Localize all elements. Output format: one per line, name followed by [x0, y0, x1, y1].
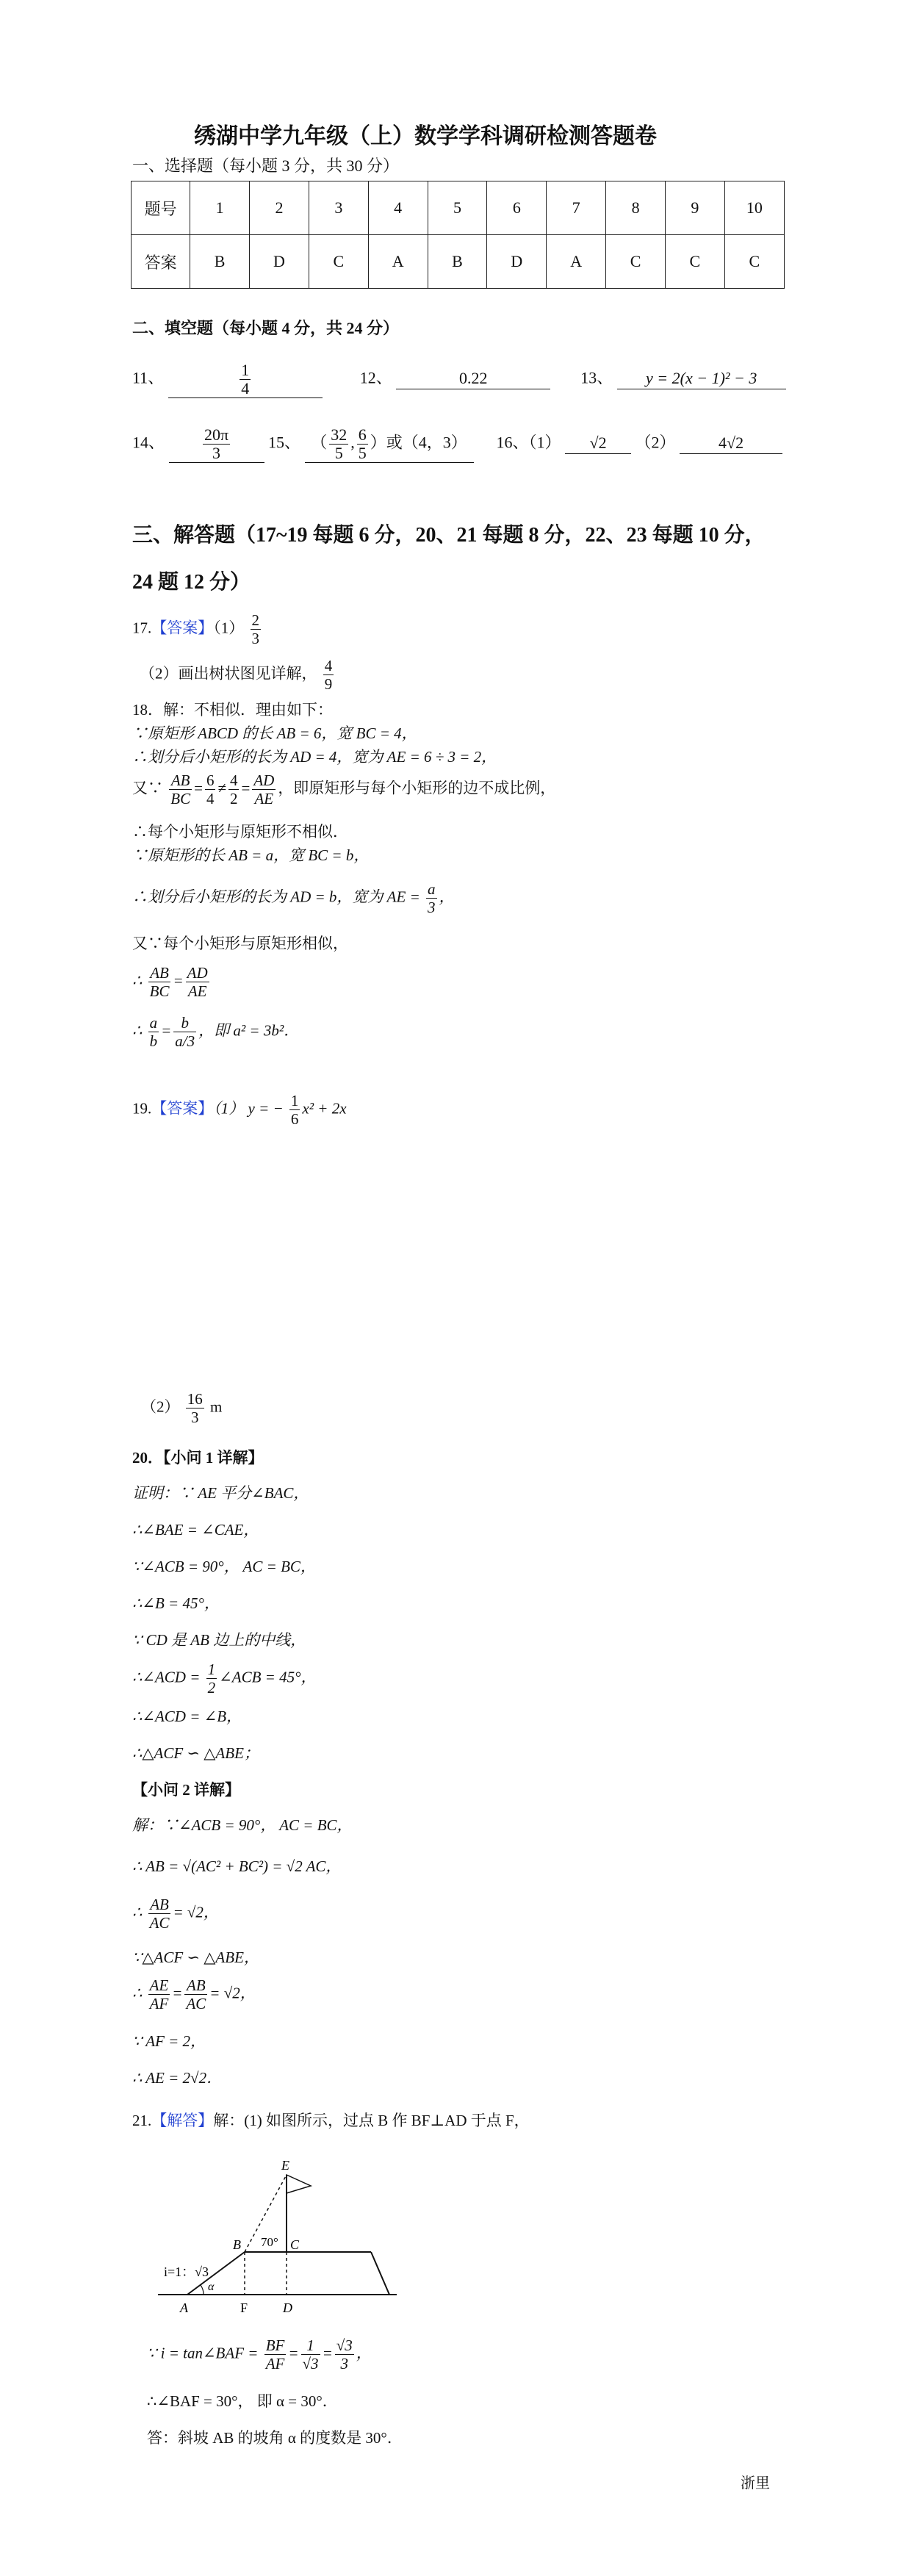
q21-line: 答：斜坡 AB 的坡角 α 的度数是 30°．	[147, 2429, 403, 2447]
table-cell: 3	[309, 181, 368, 235]
q20-line: ∴∠BAE = ∠CAE，	[132, 1521, 259, 1539]
table-cell: D	[487, 235, 547, 289]
fraction: $\frac{BF}{AF}$	[265, 2336, 285, 2372]
fraction: $\frac{6}{4}$	[206, 771, 215, 807]
point-a-label: A	[180, 2300, 188, 2315]
fraction: $\frac{AB}{AC}$	[186, 1976, 206, 2012]
q20-line: ∴△ACF ∽ △ABE；	[132, 1744, 259, 1762]
q19-answer: 19.【答案】（1） y = − $\frac{1}{6}$ x² + 2x	[132, 1092, 347, 1128]
q20-line: ∵ CD 是 AB 边上的中线，	[132, 1631, 306, 1649]
q18-line: ∵原矩形的长 AB = a，宽 BC = b，	[132, 846, 370, 864]
q17-part2: （2）画出树状图见详解， $\frac{4}{9}$	[140, 657, 333, 693]
q18-line: ∴划分后小矩形的长为 AD = b，宽为 AE = $\frac{a}{3}$ ，	[132, 880, 455, 916]
answer-tag: 【答案】	[151, 619, 214, 637]
q18-line: ∴划分后小矩形的长为 AD = 4，宽为 AE = 6 ÷ 3 = 2，	[132, 748, 497, 766]
fraction: $\frac{a}{3}$	[428, 880, 436, 916]
table-cell: B	[428, 235, 487, 289]
fraction: $\frac{6}{5}$	[358, 425, 367, 462]
q17-answer: 17.【答案】（1） $\frac{2}{3}$	[132, 611, 259, 647]
q16-part2-label: （2）	[635, 433, 676, 452]
q18-line: 又∵每个小矩形与原矩形相似，	[132, 935, 348, 952]
table-row	[132, 181, 785, 235]
table-cell: C	[606, 235, 666, 289]
table-row-label: 题号	[132, 181, 190, 235]
table-cell: 7	[547, 181, 606, 235]
point-c-label: C	[290, 2237, 300, 2252]
slope-diagram-svg	[151, 2142, 415, 2325]
fill-line-1	[132, 361, 786, 398]
fraction: $\frac{1}{6}$	[290, 1092, 299, 1128]
q20-line: 证明：∵ AE 平分∠BAC，	[132, 1484, 309, 1502]
fraction: $\frac{2}{3}$	[251, 611, 259, 647]
table-cell: C	[665, 235, 724, 289]
fraction: $\frac{AD}{AE}$	[187, 964, 208, 1000]
q20-line: ∵ AF = 2，	[132, 2032, 206, 2050]
table-cell: 9	[665, 181, 724, 235]
q20-line: ∴ $\frac{AE}{AF}$ = $\frac{AB}{AC}$ = √2，	[132, 1976, 256, 2012]
fraction: $\frac{4}{2}$	[229, 771, 238, 807]
q18-ratio-line: 又∵ $\frac{AB}{BC}$ = $\frac{6}{4}$ ≠ $\frac{4}{2}$ = $\frac{AD}{AE}$ ，即原矩形与每个小矩形的边不成比例，	[132, 771, 556, 807]
point-b-label: B	[233, 2237, 241, 2252]
q11-label: 11、	[132, 368, 165, 387]
section3-heading-line1: 三、解答题（17~19 每题 6 分，20、21 每题 8 分，22、23 每题 10 分，	[132, 524, 766, 547]
q18-line: ∴每个小矩形与原矩形不相似．	[132, 823, 348, 841]
flag-shape	[287, 2175, 311, 2193]
q20-line: 【小问 2 详解】	[132, 1781, 240, 1799]
fraction: $\frac{1}{2}$	[207, 1661, 216, 1697]
q18-line: ∴ $\frac{a}{b}$ = $\frac{b}{a/3}$ ，即 a² = 3b²．	[132, 1014, 300, 1050]
section3-heading-line2: 24 题 12 分）	[132, 571, 251, 594]
table-cell: 5	[428, 181, 487, 235]
table-cell: D	[250, 235, 309, 289]
q20-line: ∴ AB = √(AC² + BC²) = √2 AC，	[132, 1857, 342, 1875]
table-cell: C	[724, 235, 784, 289]
q15-label: 15、	[268, 433, 301, 452]
q21-line: 21.【解答】解：(1) 如图所示，过点 B 作 BF⊥AD 于点 F，	[132, 2112, 530, 2129]
fraction: $\frac{4}{9}$	[324, 657, 333, 693]
fraction: $\frac{√3}{3}$	[336, 2336, 353, 2372]
q20-line: ∴∠B = 45°，	[132, 1594, 220, 1612]
point-e-label: E	[281, 2158, 289, 2173]
q12-label: 12、	[359, 368, 392, 387]
q11-answer	[168, 361, 323, 398]
q20-line: ∵∠ACB = 90°， AC = BC，	[132, 1558, 316, 1575]
right-slope	[371, 2252, 389, 2295]
q13-label: 13、	[580, 368, 613, 387]
q20-line: ∴∠ACD = ∠B，	[132, 1708, 242, 1725]
fraction: $\frac{AE}{AF}$	[149, 1976, 169, 2012]
table-cell: 6	[487, 181, 547, 235]
q18-line: 18．解：不相似．理由如下：	[132, 701, 333, 719]
point-d-label: D	[283, 2300, 292, 2315]
fraction: $\frac{a}{b}$	[149, 1014, 158, 1050]
slope-diagram	[151, 2142, 415, 2325]
q13-answer: y = 2(x − 1)² − 3	[617, 368, 786, 389]
fraction: $\frac{AB}{BC}$	[170, 771, 191, 807]
angle-label: 70°	[261, 2235, 278, 2249]
table-cell: 2	[250, 181, 309, 235]
q16-answer-1: √2	[565, 433, 631, 454]
slope-ratio-label: i=1：√3	[164, 2264, 209, 2279]
table-cell: A	[547, 235, 606, 289]
table-row	[132, 235, 785, 289]
table-cell: C	[309, 235, 368, 289]
alpha-arc	[201, 2285, 204, 2295]
table-cell: 4	[368, 181, 428, 235]
fill-line-2	[132, 426, 782, 463]
table-cell: B	[190, 235, 250, 289]
section1-heading: 一、选择题（每小题 3 分，共 30 分）	[132, 156, 400, 175]
table-cell: 10	[724, 181, 784, 235]
fraction: $\frac{1}{√3}$	[302, 2336, 319, 2372]
table-cell: 8	[606, 181, 666, 235]
section2-heading: 二、填空题（每小题 4 分，共 24 分）	[132, 319, 400, 337]
fraction: $\frac{32}{5}$	[331, 425, 348, 462]
q21-line: ∵ i = tan∠BAF = $\frac{BF}{AF}$ = $\frac{1}{√3}$ = $\frac{√3}{3}$ ，	[147, 2336, 372, 2372]
table-cell: A	[368, 235, 428, 289]
q18-line: ∵原矩形 ABCD 的长 AB = 6，宽 BC = 4，	[132, 724, 417, 742]
q20-line: ∵△ACF ∽ △ABE，	[132, 1949, 259, 1966]
q12-answer: 0.22	[396, 368, 550, 389]
q20-line: ∴∠ACD = $\frac{1}{2}$ ∠ACB = 45°，	[132, 1661, 317, 1697]
q18-line: ∴ $\frac{AB}{BC}$ = $\frac{AD}{AE}$	[132, 964, 208, 1000]
q20-line: 20．【小问 1 详解】	[132, 1449, 264, 1467]
q16-label: 16、（1）	[496, 433, 561, 452]
q20-line: ∴ $\frac{AB}{AC}$ = √2，	[132, 1896, 219, 1932]
fraction: $\frac{16}{3}$	[187, 1390, 203, 1426]
alpha-label: α	[208, 2281, 215, 2293]
fraction: $\frac{AD}{AE}$	[253, 771, 275, 807]
fraction: $\frac{1}{4}$	[241, 361, 250, 397]
answer-tag: 【答案】	[151, 1099, 214, 1118]
q15-answer: （ $\frac{32}{5}$ , $\frac{6}{5}$ ）或（4，3）	[305, 426, 474, 463]
q20-line: ∴ AE = 2√2．	[132, 2069, 223, 2087]
answer-table	[131, 181, 785, 289]
footer-text: 浙里	[741, 2475, 770, 2492]
q14-label: 14、	[132, 433, 165, 452]
page-title: 绣湖中学九年级（上）数学学科调研检测答题卷	[194, 124, 657, 148]
answer-tag: 【解答】	[151, 2112, 214, 2129]
fraction: $\frac{20\pi}{3}$	[204, 425, 229, 462]
fraction: $\frac{AB}{AC}$	[149, 1896, 170, 1932]
point-f-label: F	[240, 2300, 248, 2315]
q16-answer-2: 4√2	[680, 433, 782, 454]
table-cell: 1	[190, 181, 250, 235]
q14-answer	[169, 426, 264, 463]
q21-line: ∴∠BAF = 30°， 即 α = 30°．	[147, 2392, 338, 2410]
fraction: $\frac{b}{a/3}$	[175, 1014, 195, 1050]
q19-part2: （2） $\frac{16}{3}$ m	[141, 1390, 223, 1426]
fraction: $\frac{AB}{BC}$	[149, 964, 170, 1000]
q20-line: 解：∵∠ACB = 90°， AC = BC，	[132, 1816, 353, 1834]
table-row-label: 答案	[132, 235, 190, 289]
